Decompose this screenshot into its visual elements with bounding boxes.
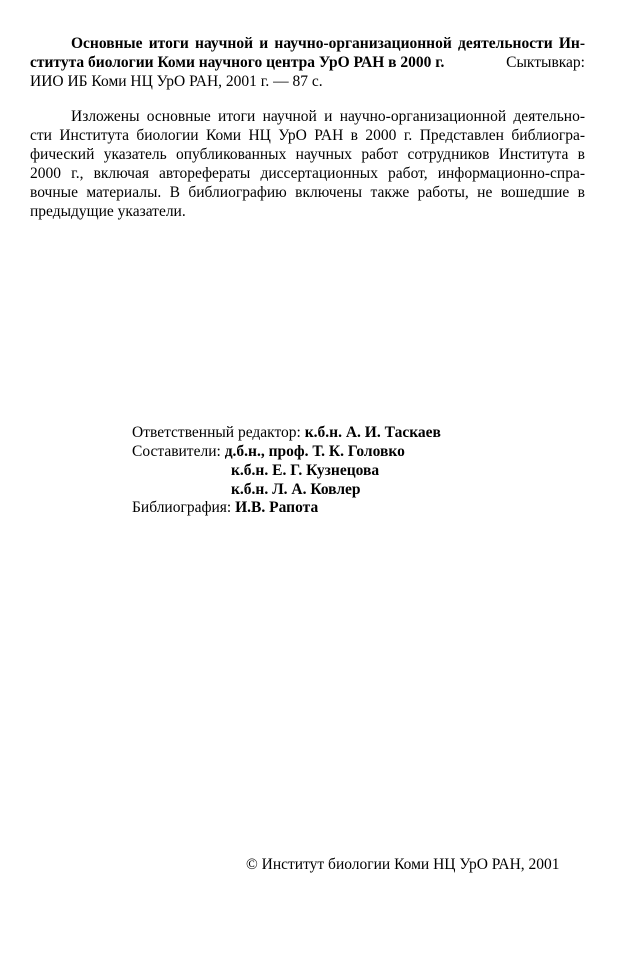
citation-title-line-2-bold: ститута биологии Коми научного центра УрО РАН в 2000 г. bbox=[30, 54, 445, 71]
editor-label: Ответственный редактор: bbox=[132, 424, 301, 441]
abstract-line: сти Института биологии Коми НЦ УрО РАН в 2000 г. Представлен библиогра- bbox=[30, 127, 585, 144]
compiler-row bbox=[231, 480, 361, 499]
abstract-line: Изложены основные итоги научной и научно-организационной деятельно- bbox=[71, 108, 585, 125]
copyright-notice: © Институт биологии Коми НЦ УрО РАН, 2001 bbox=[246, 856, 560, 873]
abstract-line: фический указатель опубликованных научных работ сотрудников Института в bbox=[30, 146, 585, 163]
bibliography-label: Библиография: bbox=[132, 499, 232, 516]
citation-title-line-2 bbox=[30, 53, 585, 72]
bibliography-row bbox=[132, 498, 318, 517]
abstract-line: предыдущие указатели. bbox=[30, 203, 186, 220]
citation-publisher-line: ИИО ИБ Коми НЦ УрО РАН, 2001 г. — 87 с. bbox=[30, 73, 323, 90]
abstract-line: вочные материалы. В библиографию включены также работы, не вошедшие в bbox=[30, 184, 585, 201]
editor-name: к.б.н. А. И. Таскаев bbox=[304, 424, 441, 441]
abstract-line: 2000 г., включая авторефераты диссертационных работ, информационно-спра- bbox=[30, 165, 585, 182]
compilers-label: Составители: bbox=[132, 443, 221, 460]
editor-row bbox=[132, 423, 441, 442]
compiler-name: к.б.н. Л. А. Ковлер bbox=[231, 481, 361, 498]
citation-place: Сыктывкар: bbox=[506, 54, 585, 71]
citation-title-line-1: Основные итоги научной и научно-организационной деятельности Ин- bbox=[71, 35, 585, 52]
compiler-name: к.б.н. Е. Г. Кузнецова bbox=[231, 462, 380, 479]
compiler-row bbox=[231, 461, 379, 480]
compilers-row bbox=[132, 442, 405, 461]
compiler-name: д.б.н., проф. Т. К. Головко bbox=[224, 443, 405, 460]
bibliography-name: И.В. Рапота bbox=[235, 499, 319, 516]
